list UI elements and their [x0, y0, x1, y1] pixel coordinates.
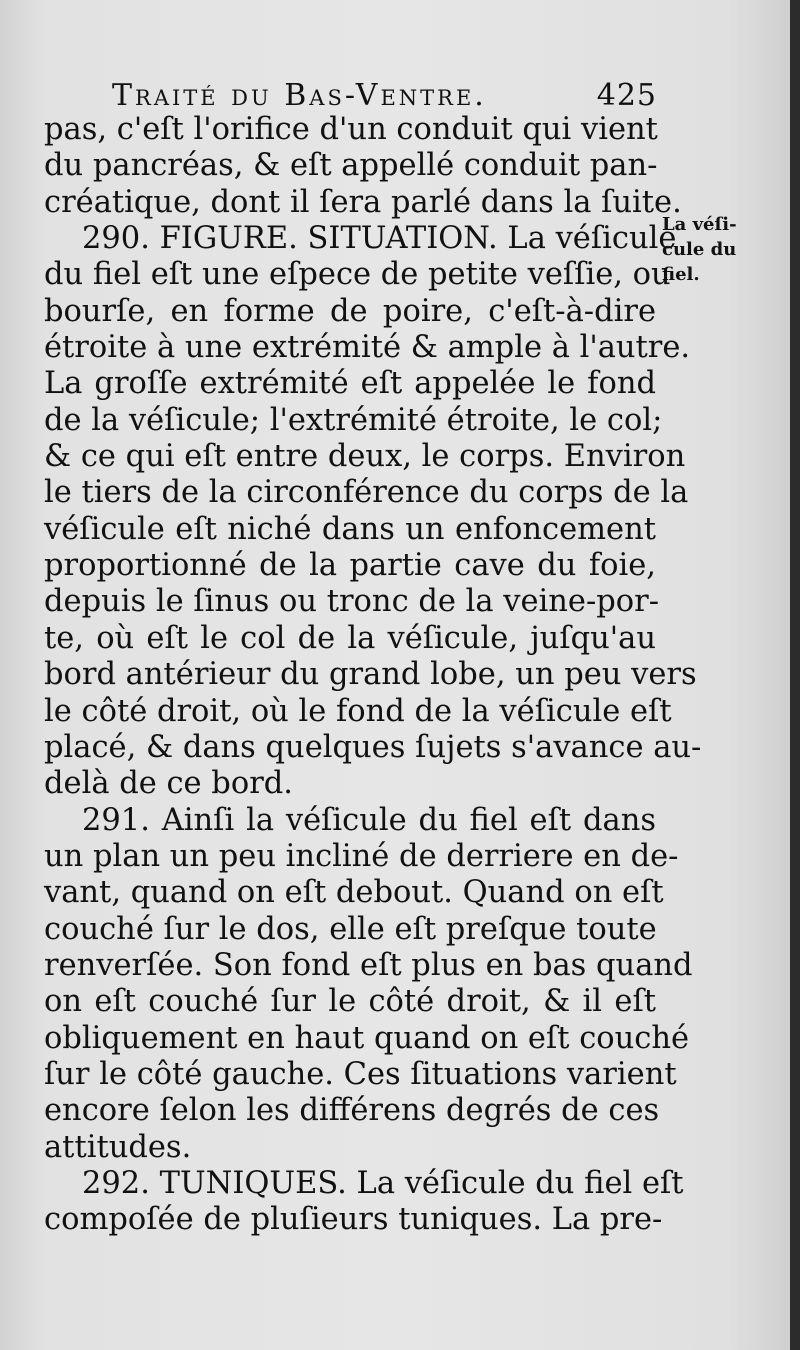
text-line: & ce qui eſt entre deux, le corps. Environ: [44, 439, 686, 475]
running-title: Traité du Bas-Ventre.: [112, 78, 487, 113]
text-line: 292. TUNIQUES. La véſicule du fiel eſt: [82, 1165, 684, 1201]
text-line: étroite à une extrémité & ample à l'autre.: [44, 330, 691, 366]
text-line: on eſt couché ſur le côté droit, & il eſt: [44, 984, 656, 1020]
text-line: bourſe, en forme de poire, c'eſt-à-dire: [44, 293, 656, 329]
text-line: obliquement en haut quand on eſt couché: [44, 1020, 690, 1056]
text-line: du fiel eſt une eſpece de petite veſſie, ou: [44, 257, 671, 293]
text-line: pas, c'eſt l'orifice d'un conduit qui vient: [44, 112, 658, 147]
text-line: 290. FIGURE. SITUATION. La véſicule: [82, 221, 677, 257]
text-line: proportionné de la partie cave du foie,: [44, 548, 656, 584]
page-edge-shadow: [790, 0, 800, 1350]
text-line: de la véſicule; l'extrémité étroite, le col;: [44, 402, 663, 438]
text-line: le côté droit, où le fond de la véſicule eſt: [44, 693, 672, 729]
text-line: couché ſur le dos, elle eſt preſque toute: [44, 911, 657, 947]
text-line: du pancréas, & eſt appellé conduit pan-: [44, 148, 658, 184]
text-line: créatique, dont il ſera parlé dans la ſuite.: [44, 184, 682, 220]
text-line: attitudes.: [44, 1129, 192, 1165]
text-line: ſur le côté gauche. Ces ſituations varient: [44, 1056, 677, 1092]
text-line: bord antérieur du grand lobe, un peu vers: [44, 657, 697, 693]
text-line: depuis le ſinus ou tronc de la veine-por-: [44, 584, 660, 620]
text-line: le tiers de la circonférence du corps de la: [44, 475, 689, 511]
text-line: placé, & dans quelques ſujets s'avance au-: [44, 729, 702, 765]
text-line: renverſée. Son fond eſt plus en bas quand: [44, 947, 693, 983]
text-line: vant, quand on eſt debout. Quand on eſt: [44, 875, 664, 911]
text-line: delà de ce bord.: [44, 766, 293, 802]
text-line: un plan un peu incliné de derriere en de-: [44, 838, 679, 874]
margin-note: [662, 212, 772, 287]
margin-note-line: fiel.: [662, 264, 700, 285]
body-text: [44, 112, 702, 1239]
margin-note-line: cule du: [662, 239, 737, 260]
text-line: compoſée de pluſieurs tuniques. La pre-: [44, 1202, 663, 1238]
text-line: encore ſelon les différens degrés de ces: [44, 1093, 660, 1129]
running-header: [112, 78, 657, 113]
margin-note-line: La véſi-: [662, 214, 737, 235]
page-number: 425: [596, 78, 657, 113]
text-line: te, où eſt le col de la véſicule, juſqu'au: [44, 620, 656, 656]
text-line: La groſſe extrémité eſt appelée le fond: [44, 366, 656, 402]
text-line: 291. Ainſi la véſicule du fiel eſt dans: [82, 802, 656, 838]
text-line: véſicule eſt niché dans un enfoncement: [44, 511, 656, 547]
